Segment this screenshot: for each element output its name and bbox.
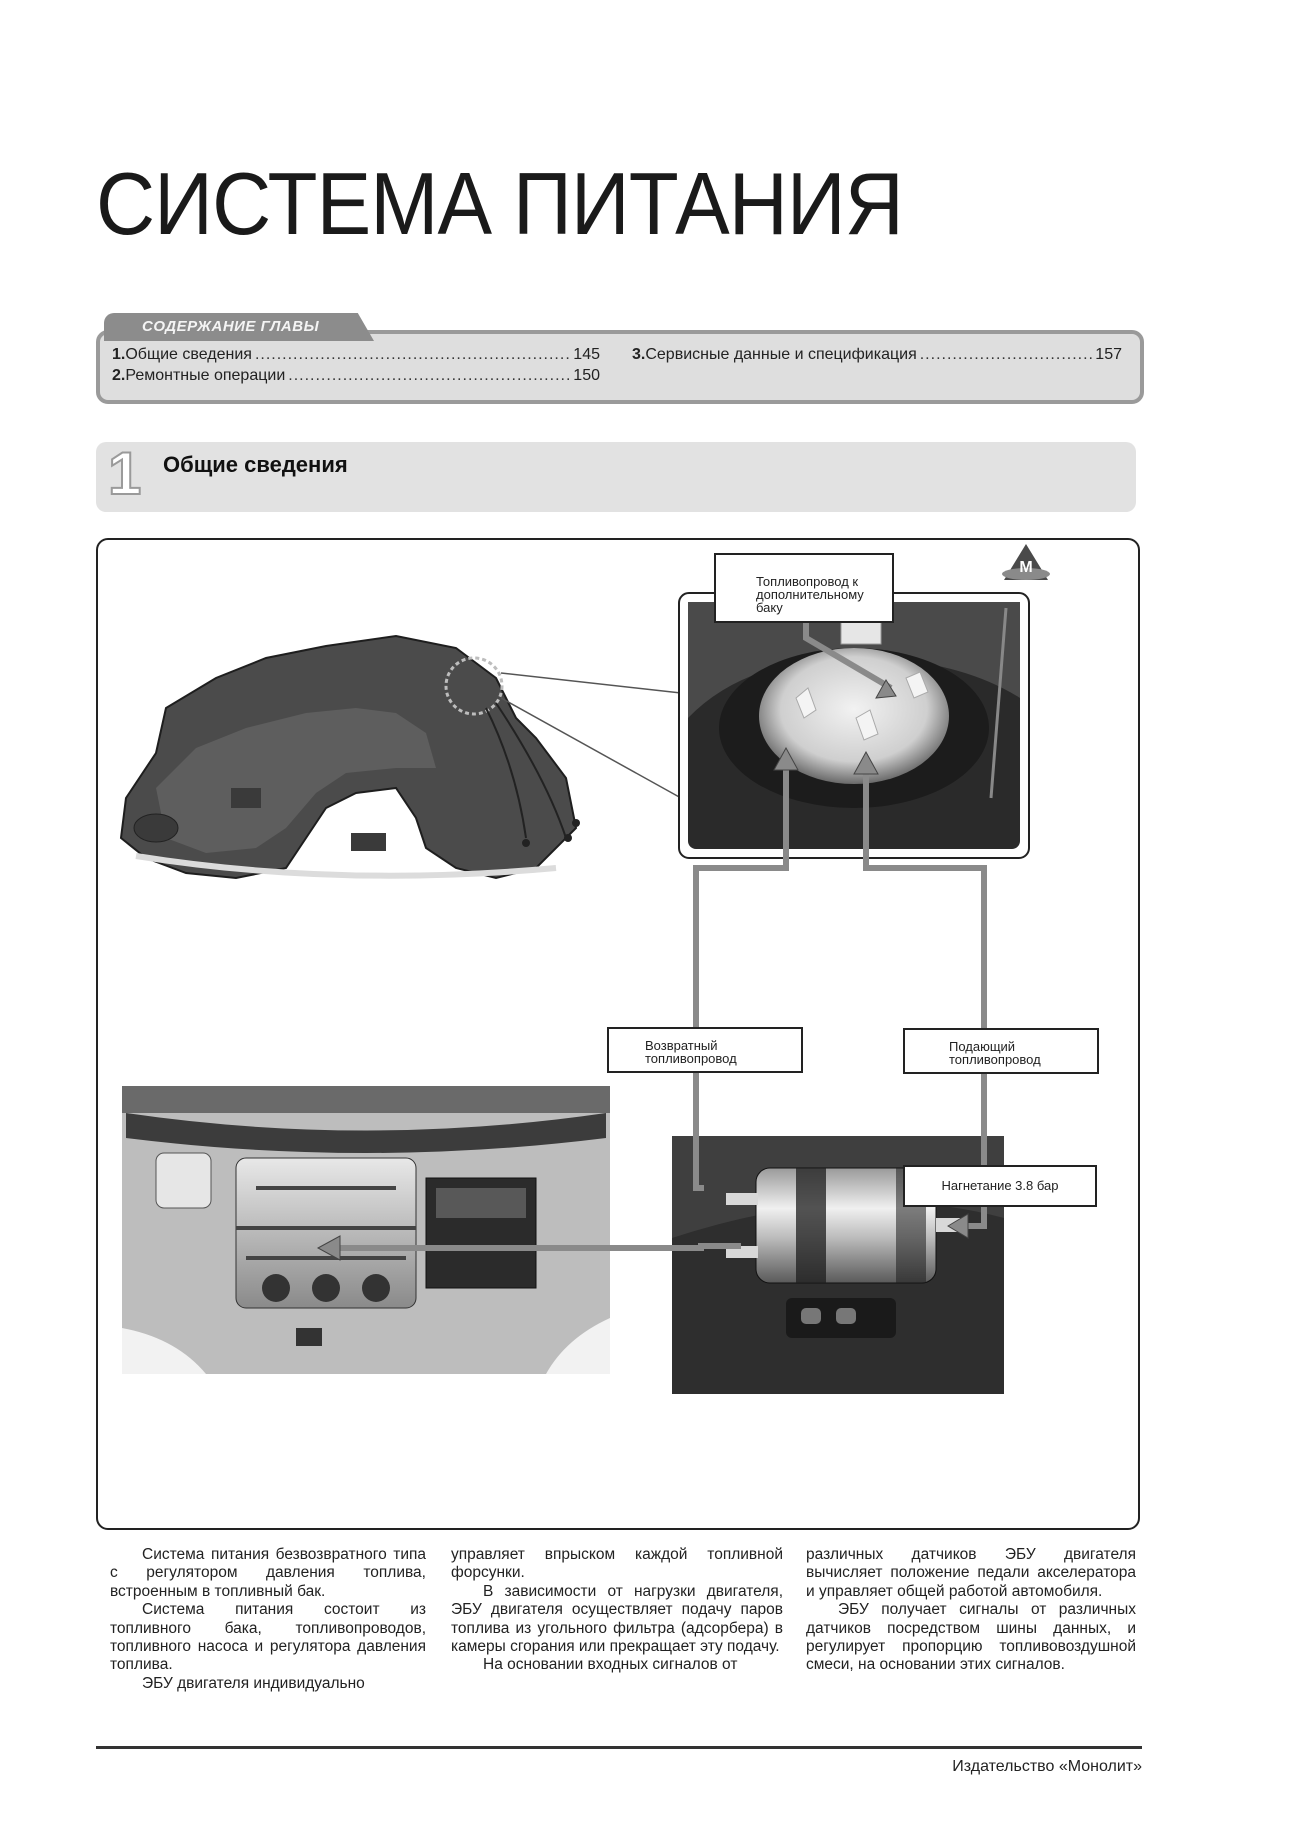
toc-item-page: 150 bbox=[573, 367, 600, 384]
callout-text: Нагнетание 3.8 бар bbox=[941, 1178, 1059, 1193]
callout-text: Возвратный топливопровод bbox=[645, 1038, 737, 1066]
paragraph: В зависимости от нагрузки двигателя, ЭБУ двигателя осуществляет подачу паров топлива из угольного фильтра (адсорбера) в камеры сгорания или прекращает эту подачу. bbox=[451, 1582, 783, 1656]
toc-header: СОДЕРЖАНИЕ ГЛАВЫ bbox=[142, 318, 320, 335]
section-number: 1 bbox=[108, 440, 142, 507]
paragraph: Система питания безвозвратного типа с регулятором давления топлива, встроенным в топливный бак. bbox=[110, 1546, 426, 1600]
chapter-title: СИСТЕМА ПИТАНИЯ bbox=[96, 154, 903, 253]
body-column-2 bbox=[451, 1546, 783, 1675]
paragraph: различных датчиков ЭБУ двигателя вычисляет положение педали акселератора и управляет общей работой автомобиля. bbox=[806, 1546, 1136, 1600]
toc-item-1[interactable] bbox=[112, 346, 600, 364]
toc-item-3[interactable] bbox=[632, 346, 1122, 364]
toc-item-label: Общие сведения bbox=[125, 346, 252, 363]
callout-return-line bbox=[607, 1027, 803, 1073]
callout-pressure bbox=[903, 1165, 1097, 1207]
body-column-1 bbox=[110, 1546, 426, 1693]
paragraph: На основании входных сигналов от bbox=[483, 1656, 738, 1674]
section-title: Общие сведения bbox=[163, 452, 348, 477]
toc-item-page: 145 bbox=[573, 346, 600, 363]
callout-text: Топливопровод к дополнительному баку bbox=[756, 574, 864, 615]
engine-bay-image bbox=[122, 1086, 610, 1374]
callout-supply-line bbox=[903, 1028, 1099, 1074]
toc-leader bbox=[920, 346, 1093, 364]
toc-item-label: Ремонтные операции bbox=[125, 367, 286, 384]
callout-text: Подающий топливопровод bbox=[949, 1039, 1041, 1067]
toc-item-number: 3. bbox=[632, 346, 646, 363]
body-column-3 bbox=[806, 1546, 1136, 1675]
paragraph: управляет впрыском каждой топливной форсунки. bbox=[451, 1546, 783, 1582]
logo-letter: М bbox=[1019, 559, 1033, 576]
toc-item-label: Сервисные данные и спецификация bbox=[645, 346, 917, 363]
footer-rule bbox=[96, 1746, 1142, 1749]
fuel-tank-image bbox=[121, 636, 580, 878]
paragraph: ЭБУ двигателя индивидуально bbox=[142, 1674, 365, 1692]
paragraph: ЭБУ получает сигналы от различных датчиков посредством шины данных, и регулирует пропорцию топливовоздушной смеси, на основании этих сигналов. bbox=[806, 1601, 1136, 1674]
toc-leader bbox=[288, 367, 570, 385]
paragraph: Система питания состоит из топливного бака, топливопроводов, топливного насоса и регулятора давления топлива. bbox=[110, 1601, 426, 1674]
callout-aux-tank-line bbox=[714, 553, 894, 623]
monolit-logo bbox=[1002, 544, 1050, 580]
toc-item-number: 2. bbox=[112, 367, 126, 384]
toc-leader bbox=[255, 346, 570, 364]
toc-item-page: 157 bbox=[1095, 346, 1122, 363]
publisher-credit: Издательство «Монолит» bbox=[952, 1758, 1142, 1775]
toc-item-2[interactable] bbox=[112, 367, 600, 385]
fuel-pump-image bbox=[688, 602, 1020, 849]
toc-item-number: 1. bbox=[112, 346, 126, 363]
